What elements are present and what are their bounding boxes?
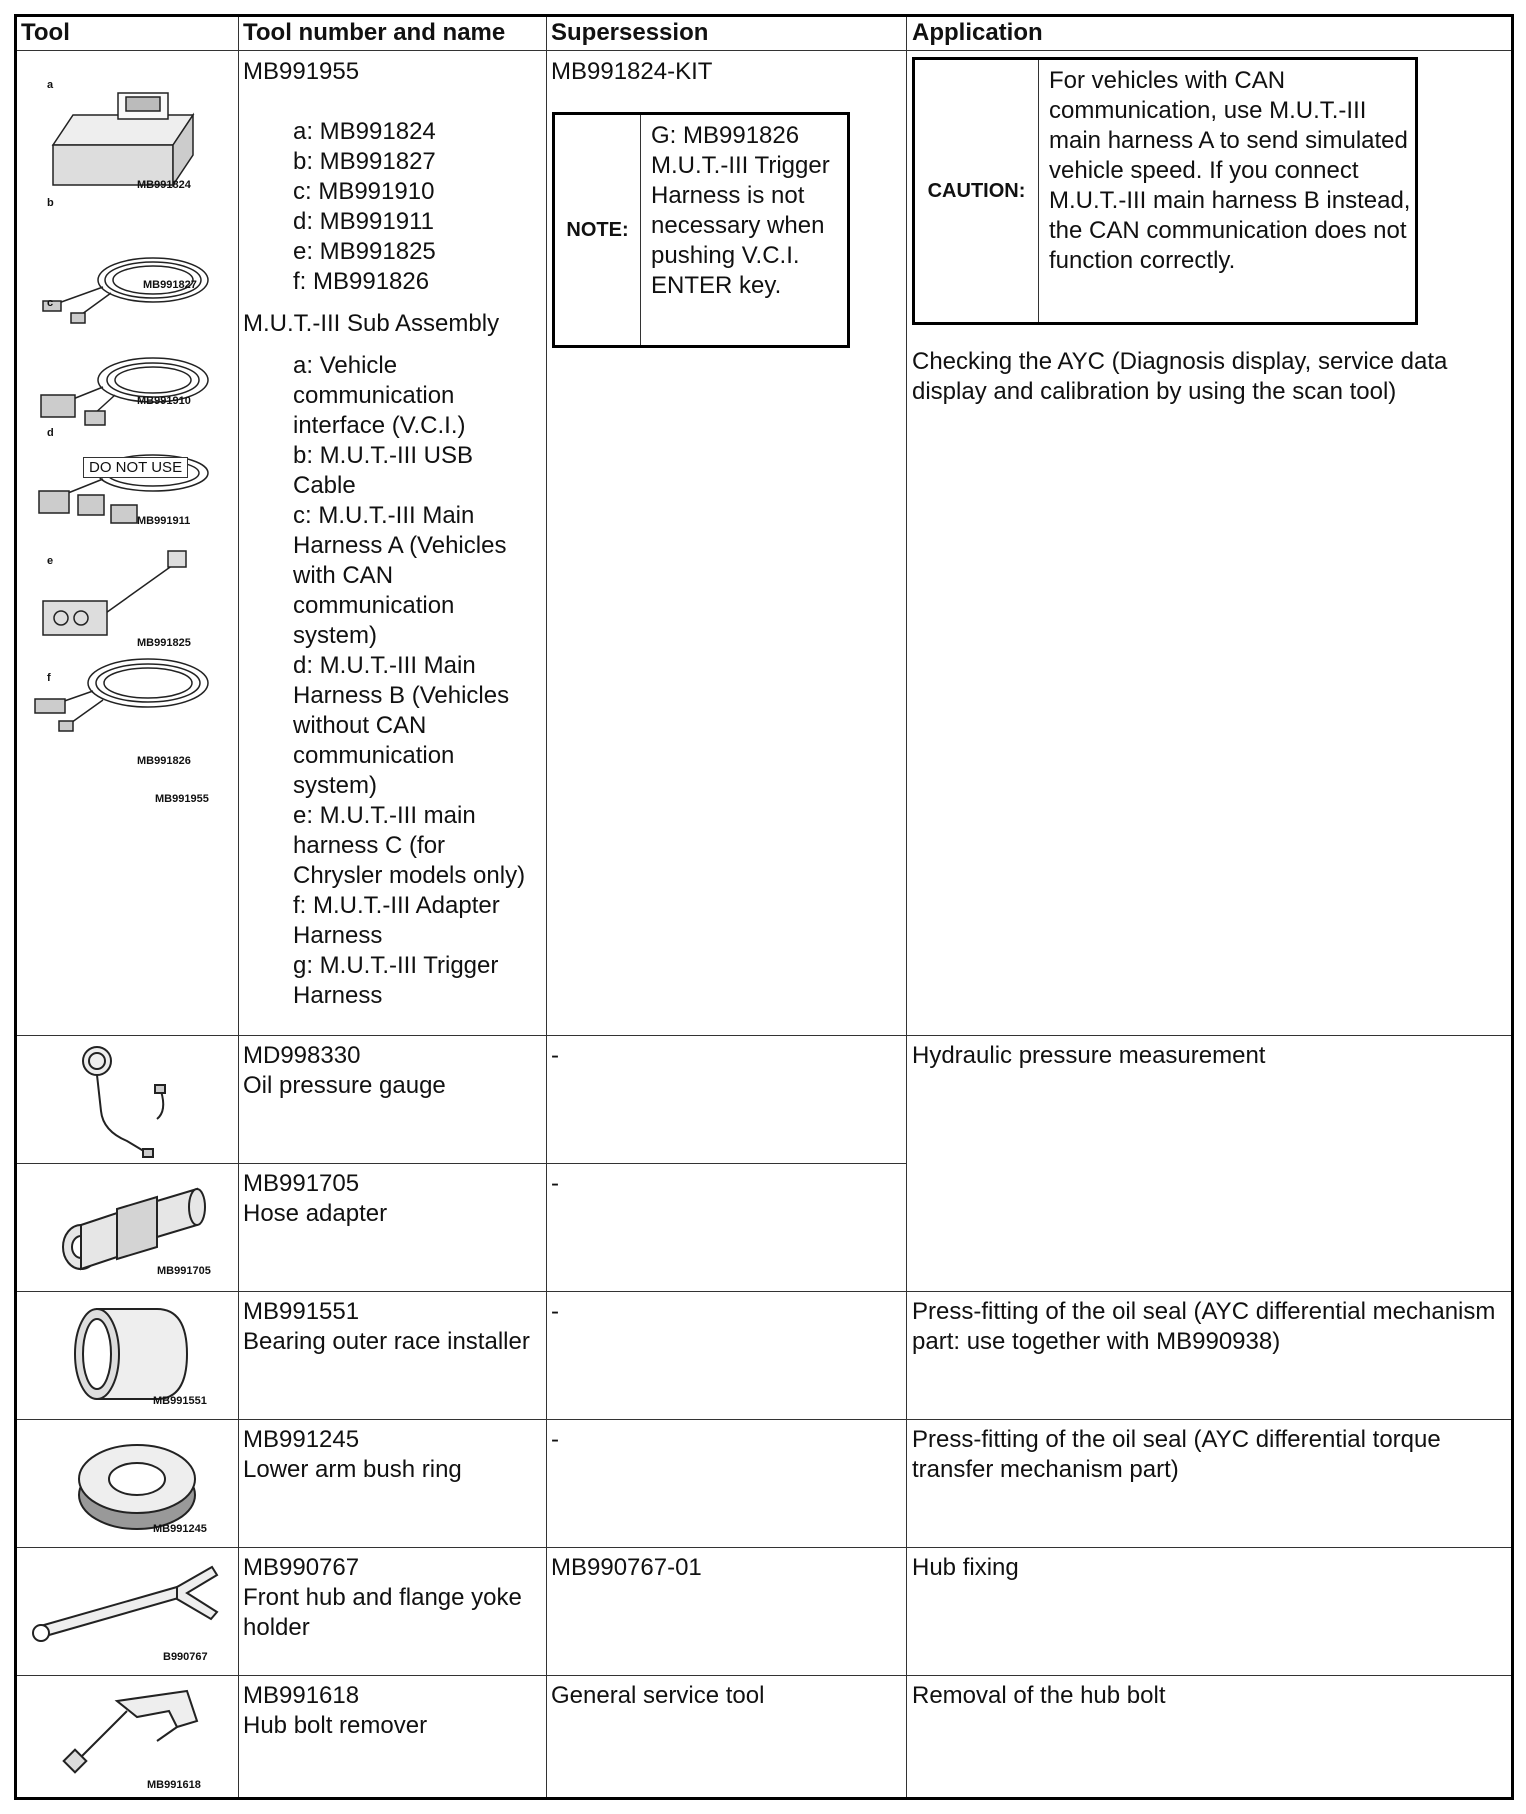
sub-item: b: M.U.T.-III USB Cable <box>293 442 474 499</box>
hub-bolt-remover-illustration <box>57 1681 217 1781</box>
row-divider <box>17 1419 1511 1420</box>
row5-tool-caption: MB991245 <box>153 1523 207 1535</box>
row5-application: Press-fitting of the oil seal (AYC differential torque transfer mechanism part) <box>912 1426 1441 1483</box>
note-text: G: MB991826 M.U.T.-III Trigger Harness is not necessary when pushing V.C.I. ENTER key. <box>651 122 830 299</box>
hub-holder-illustration <box>27 1557 227 1647</box>
row5-supersession: - <box>551 1426 559 1453</box>
sub-assembly-title: M.U.T.-III Sub Assembly <box>243 310 500 337</box>
tool-label-d: d <box>47 427 54 439</box>
row1-number: MB991955 <box>243 58 360 85</box>
sub-item: g: M.U.T.-III Trigger Harness <box>293 952 499 1009</box>
mut-iii-kit-illustration <box>23 55 235 815</box>
note-label: NOTE: <box>555 115 641 345</box>
row4-tool-caption: MB991551 <box>153 1395 207 1407</box>
sub-item: e: M.U.T.-III main harness C (for Chrysler models only) <box>293 802 526 889</box>
row3-number: MB991705 <box>243 1170 360 1197</box>
row2-application: Hydraulic pressure measurement <box>912 1042 1266 1069</box>
tool-caption-e: MB991825 <box>137 637 191 649</box>
row4-supersession: - <box>551 1298 559 1325</box>
row6-tool-caption: B990767 <box>163 1651 208 1663</box>
note-box <box>552 112 850 348</box>
oil-pressure-gauge-illustration <box>57 1041 197 1159</box>
hose-adapter-illustration <box>47 1169 217 1279</box>
part-item: b: MB991827 <box>293 148 436 175</box>
row1-application: Checking the AYC (Diagnosis display, service data display and calibration by using the scan tool) <box>912 348 1448 405</box>
header-application: Application <box>912 19 1043 46</box>
tool-caption-kit: MB991955 <box>155 793 209 805</box>
row4-name: Bearing outer race installer <box>243 1328 530 1355</box>
part-item: c: MB991910 <box>293 178 435 205</box>
tool-table <box>14 14 1514 1800</box>
tool-caption-d: MB991911 <box>137 515 191 527</box>
row7-name: Hub bolt remover <box>243 1712 428 1739</box>
row-divider <box>17 1163 906 1164</box>
row6-number-cell <box>243 1553 541 1643</box>
row7-number: MB991618 <box>243 1682 360 1709</box>
tool-caption-b: MB991827 <box>143 279 197 291</box>
row-divider <box>17 1675 1511 1676</box>
caution-box <box>912 57 1418 325</box>
row2-supersession: - <box>551 1042 559 1069</box>
row-divider <box>17 1291 1511 1292</box>
tool-caption-a: MB991824 <box>137 179 191 191</box>
tool-label-f: f <box>47 672 51 684</box>
row-divider <box>17 50 1511 51</box>
row2-name: Oil pressure gauge <box>243 1072 446 1099</box>
sub-item: d: M.U.T.-III Main Harness B (Vehicles without CAN communication system) <box>293 652 510 799</box>
row3-tool-caption: MB991705 <box>157 1265 211 1277</box>
row7-supersession: General service tool <box>551 1682 765 1709</box>
row5-number-cell <box>243 1425 541 1485</box>
row3-number-cell <box>243 1169 541 1229</box>
row2-number-cell <box>243 1041 541 1101</box>
part-item: e: MB991825 <box>293 238 436 265</box>
row2-number: MD998330 <box>243 1042 361 1069</box>
tool-label-a: a <box>47 79 54 91</box>
tool-label-e: e <box>47 555 54 567</box>
bearing-installer-illustration <box>67 1299 197 1409</box>
caution-text: For vehicles with CAN communication, use M.U.T.-III main harness A to send simulated vehicle speed. If you connect M.U.T.-III main harness B instead, the CAN communication does not function correctly. <box>1049 67 1411 274</box>
part-list <box>243 117 541 297</box>
tool-label-c: c <box>47 297 54 309</box>
row4-number-cell <box>243 1297 541 1357</box>
row6-supersession: MB990767-01 <box>551 1554 702 1581</box>
column-divider <box>546 17 547 1797</box>
sub-item: f: M.U.T.-III Adapter Harness <box>293 892 500 949</box>
part-item: a: MB991824 <box>293 118 436 145</box>
do-not-use-tag: DO NOT USE <box>83 457 188 478</box>
row3-supersession: - <box>551 1170 559 1197</box>
row3-name: Hose adapter <box>243 1200 388 1227</box>
header-tool-number: Tool number and name <box>243 19 506 46</box>
row-divider <box>17 1547 1511 1548</box>
row6-number: MB990767 <box>243 1554 360 1581</box>
row7-number-cell <box>243 1681 541 1741</box>
row6-application: Hub fixing <box>912 1554 1019 1581</box>
column-divider <box>906 17 907 1797</box>
header-tool: Tool <box>21 19 70 46</box>
sub-item: c: M.U.T.-III Main Harness A (Vehicles with CAN communication system) <box>293 502 507 649</box>
row4-application: Press-fitting of the oil seal (AYC differential mechanism part: use together with MB990938) <box>912 1298 1496 1355</box>
column-divider <box>238 17 239 1797</box>
bush-ring-illustration <box>67 1437 207 1537</box>
row-divider <box>17 1035 1511 1036</box>
tool-label-b: b <box>47 197 54 209</box>
row5-name: Lower arm bush ring <box>243 1456 462 1483</box>
part-item: d: MB991911 <box>293 208 434 235</box>
row6-name: Front hub and flange yoke holder <box>243 1584 522 1641</box>
row7-application: Removal of the hub bolt <box>912 1682 1166 1709</box>
row5-number: MB991245 <box>243 1426 360 1453</box>
tool-caption-f: MB991826 <box>137 755 191 767</box>
part-item: f: MB991826 <box>293 268 430 295</box>
caution-label: CAUTION: <box>915 60 1039 322</box>
tool-caption-c: MB991910 <box>137 395 191 407</box>
row1-number-cell <box>243 57 541 1011</box>
header-supersession: Supersession <box>551 19 709 46</box>
row7-tool-caption: MB991618 <box>147 1779 201 1791</box>
sub-item: a: Vehicle communication interface (V.C.I.) <box>293 352 466 439</box>
row1-supersession: MB991824-KIT <box>551 58 713 85</box>
sub-assembly-list <box>243 351 541 1011</box>
row4-number: MB991551 <box>243 1298 360 1325</box>
